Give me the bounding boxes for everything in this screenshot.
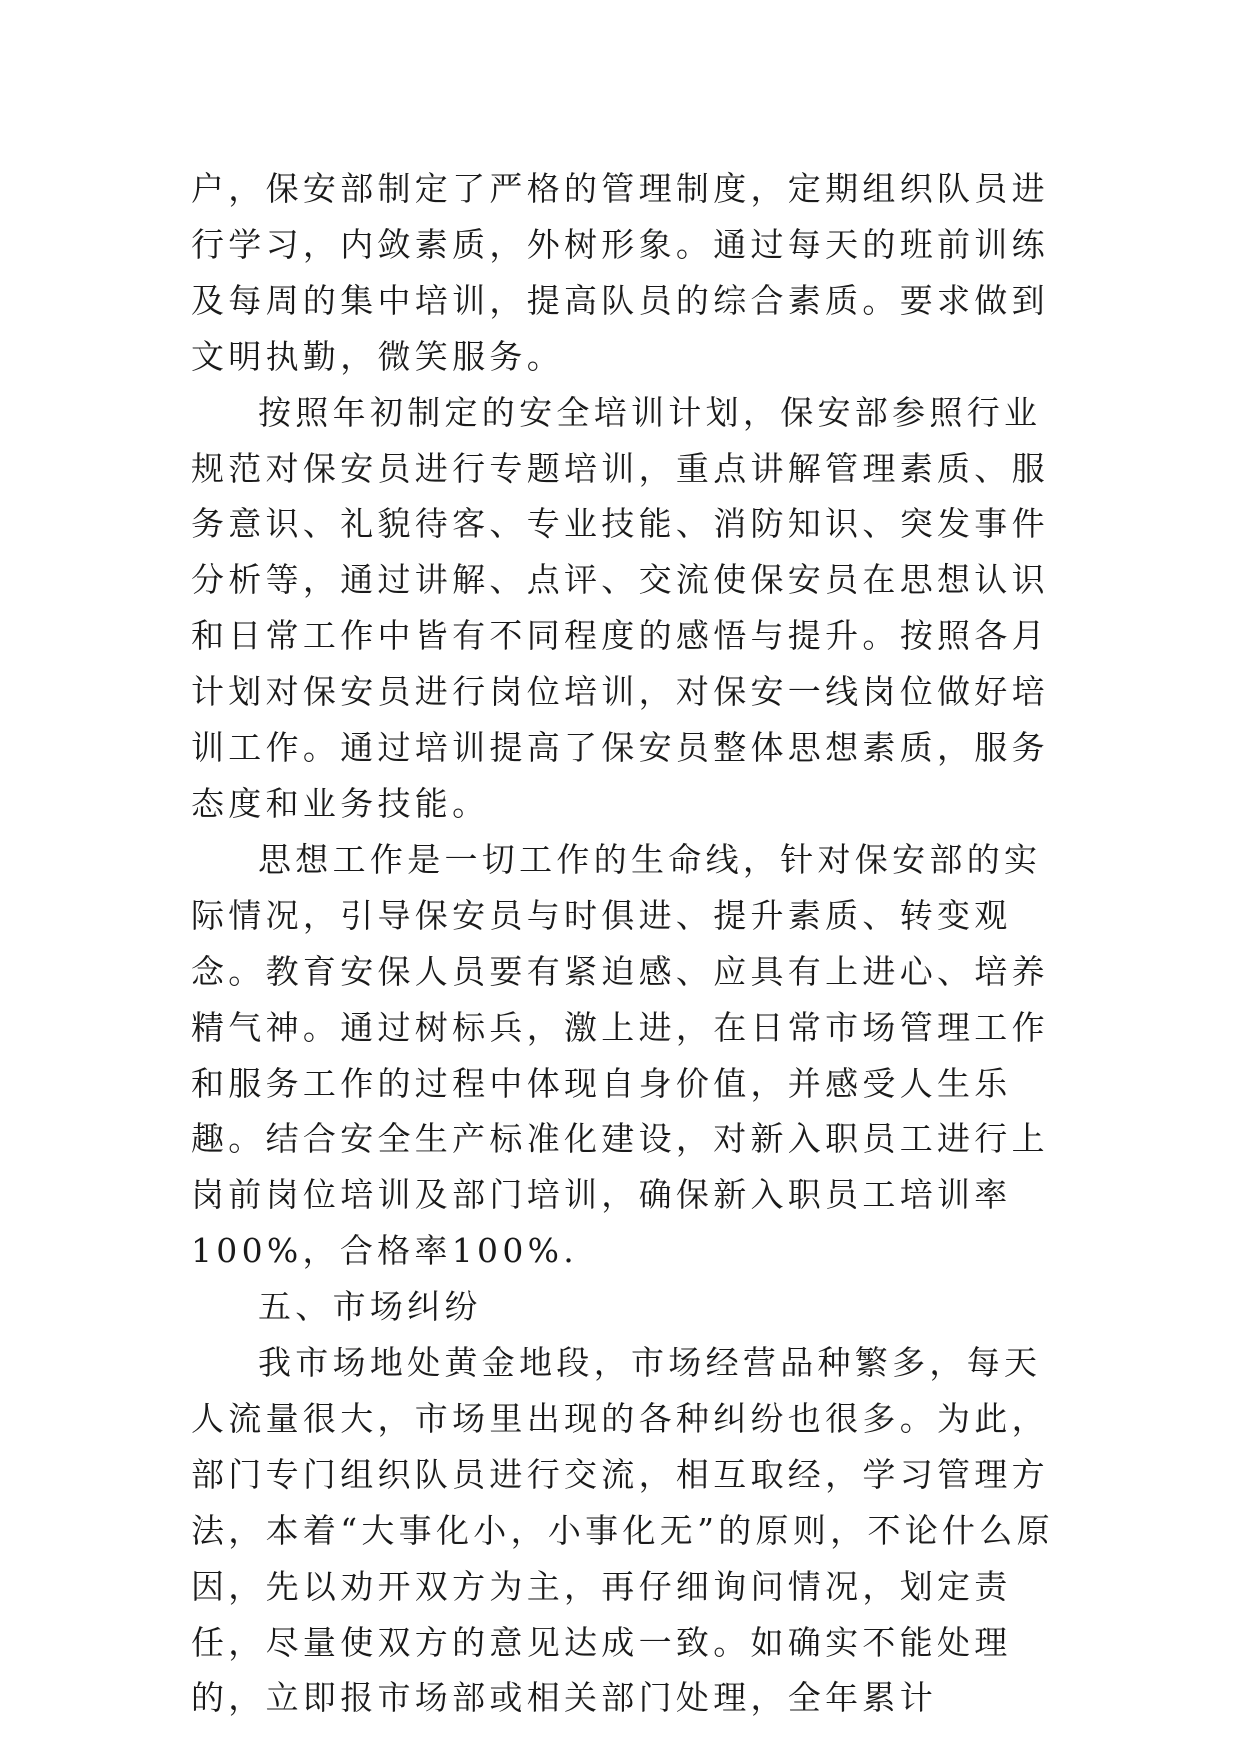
document-body	[191, 161, 1071, 1726]
paragraph-market-disputes: 我市场地处黄金地段，市场经营品种繁多，每天人流量很大，市场里出现的各种纠纷也很多。为此，部门专门组织队员进行交流，相互取经，学习管理方法，本着“大事化小，小事化无”的原则，不论什么原因，先以劝开双方为主，再仔细询问情况，划定责任，尽量使双方的意见达成一致。如确实不能处理的，立即报市场部或相关部门处理，全年累计	[191, 1343, 1054, 1718]
paragraph-continued: 户，保安部制定了严格的管理制度，定期组织队员进行学习，内敛素质，外树形象。通过每天的班前训练及每周的集中培训，提高队员的综合素质。要求做到文明执勤，微笑服务。	[191, 169, 1049, 376]
paragraph-security-training: 按照年初制定的安全培训计划，保安部参照行业规范对保安员进行专题培训，重点讲解管理素质、服务意识、礼貌待客、专业技能、消防知识、突发事件分析等，通过讲解、点评、交流使保安员在思想认识和日常工作中皆有不同程度的感悟与提升。按照各月计划对保安员进行岗位培训，对保安一线岗位做好培训工作。通过培训提高了保安员整体思想素质，服务态度和业务技能。	[191, 392, 1049, 823]
section-heading-market-disputes: 五、市场纠纷	[258, 1287, 482, 1327]
paragraph-ideological-work: 思想工作是一切工作的生命线，针对保安部的实际情况，引导保安员与时俱进、提升素质、转变观念。教育安保人员要有紧迫感、应具有上进心、培养精气神。通过树标兵，激上进，在日常市场管理工作和服务工作的过程中体现自身价值，并感受人生乐趣。结合安全生产标准化建设，对新入职员工进行上岗前岗位培训及部门培训，确保新入职员工培训率100%，合格率100%.	[191, 839, 1049, 1271]
